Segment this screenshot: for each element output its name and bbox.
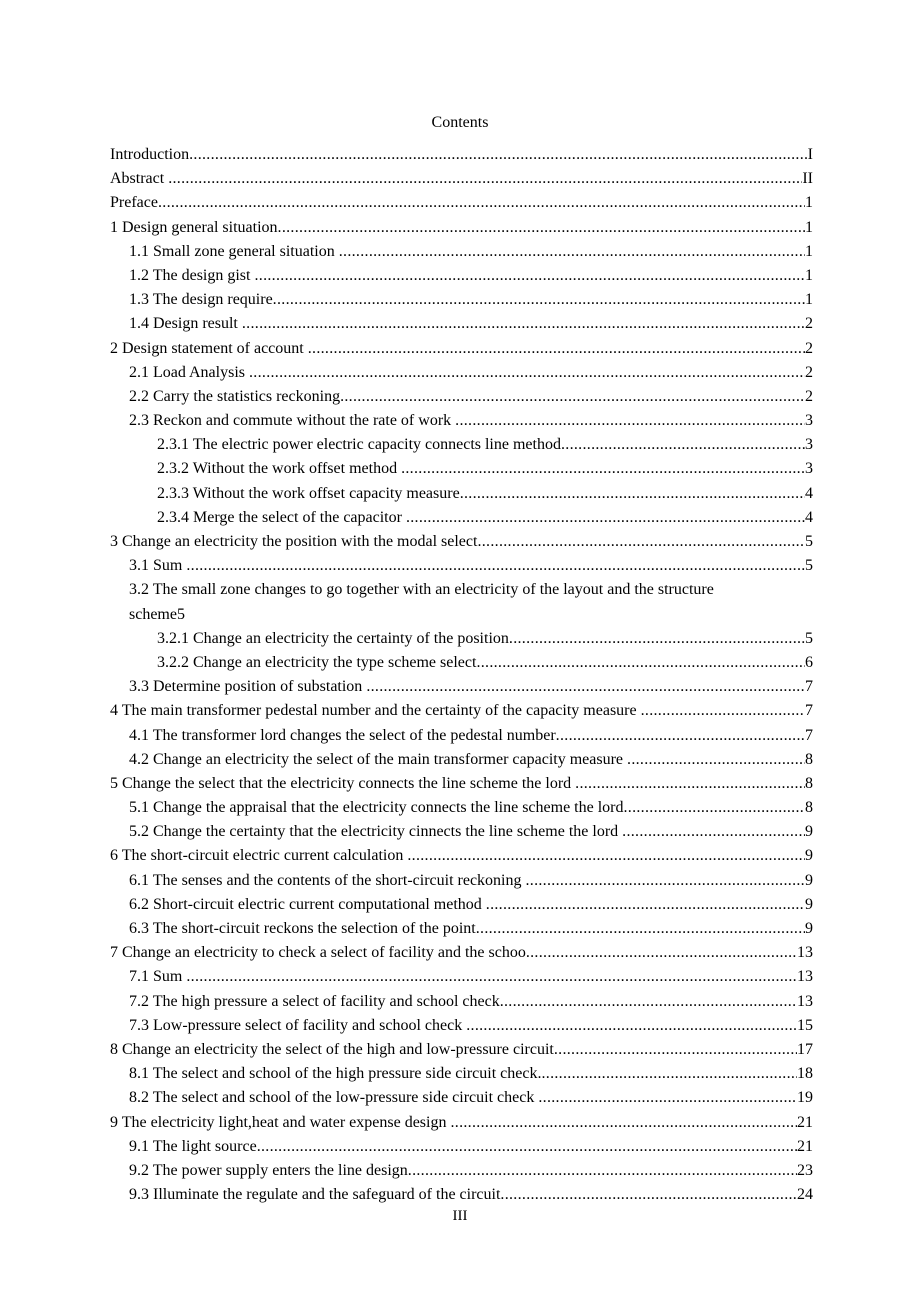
dot-leader [556, 724, 805, 748]
toc-entry-page: 2 [805, 315, 813, 333]
toc-entry[interactable] [110, 337, 813, 361]
dot-leader [406, 506, 805, 530]
toc-entry[interactable] [110, 554, 813, 578]
toc-entry-label: 5 Change the select that the electricity connects the line scheme the lord [110, 774, 576, 792]
toc-entry[interactable] [110, 361, 813, 385]
toc-entry[interactable] [110, 409, 813, 433]
toc-entry-page: 8 [805, 799, 813, 817]
toc-entry[interactable] [110, 385, 813, 409]
dot-leader [408, 1159, 797, 1183]
toc-entry[interactable] [110, 167, 813, 191]
toc-entry-page: 1 [805, 242, 813, 260]
toc-entry[interactable] [110, 530, 813, 554]
toc-entry-label: 6 The short-circuit electric current calculation [110, 847, 408, 865]
toc-entry-label: 3.3 Determine position of substation [129, 678, 367, 696]
toc-entry-label: 6.2 Short-circuit electric current computational method [129, 895, 486, 913]
toc-entry-label: 4.1 The transformer lord changes the select of the pedestal number [129, 726, 556, 744]
toc-entry[interactable] [110, 724, 813, 748]
toc-entry-label: Abstract [110, 170, 169, 188]
toc-entry[interactable] [110, 748, 813, 772]
dot-leader [541, 1062, 797, 1086]
dot-leader [476, 651, 805, 675]
toc-entry-label: 7.2 The high pressure a select of facility and school check [129, 992, 500, 1010]
toc-entry-page: 6 [805, 653, 813, 671]
dot-leader [500, 990, 797, 1014]
toc-entry-label: 9 The electricity light,heat and water expense design [110, 1113, 451, 1131]
toc-entry[interactable] [110, 869, 813, 893]
dot-leader [257, 1135, 797, 1159]
dot-leader [477, 530, 805, 554]
toc-entry-page: 5 [805, 629, 813, 647]
dot-leader [407, 844, 805, 868]
toc-entry-label: 6.1 The senses and the contents of the short-circuit reckoning [129, 871, 526, 889]
toc-entry[interactable] [110, 1111, 813, 1135]
toc-entry-page: 9 [805, 847, 813, 865]
dot-leader [486, 893, 805, 917]
toc-entry-page: 1 [805, 218, 813, 236]
toc-entry-page: II [802, 170, 813, 188]
dot-leader [455, 409, 805, 433]
toc-entry[interactable] [110, 917, 813, 941]
toc-entry-label: 2.3.3 Without the work offset capacity measure [157, 484, 460, 502]
toc-entry-label: Introduction [110, 146, 190, 163]
dot-leader [278, 216, 805, 240]
toc-entry[interactable] [110, 796, 813, 820]
toc-entry[interactable] [110, 627, 813, 651]
toc-entry-page: 21 [797, 1113, 813, 1131]
toc-entry-page: 5 [176, 605, 185, 623]
toc-entry[interactable] [110, 1159, 813, 1183]
toc-entry-page: 5 [805, 533, 813, 550]
toc-entry[interactable] [110, 288, 813, 312]
toc-entry-label: 2.1 Load Analysis [129, 363, 249, 381]
toc-entry-label: 3.2.2 Change an electricity the type scheme select [157, 653, 477, 671]
dot-leader [575, 772, 805, 796]
dot-leader [622, 820, 805, 844]
dot-leader [308, 337, 805, 361]
toc-entry[interactable] [110, 264, 813, 288]
toc-entry-page: 9 [805, 823, 813, 841]
dot-leader [186, 554, 805, 578]
toc-entry-label: 3 Change an electricity the position with the modal select [110, 533, 478, 550]
toc-entry-label: 5.1 Change the appraisal that the electricity connects the line scheme the lord [129, 799, 624, 817]
toc-entry-page: 17 [797, 1040, 813, 1058]
toc-entry[interactable] [110, 1135, 813, 1159]
dot-leader [627, 748, 805, 772]
toc-entry-label: 9.2 The power supply enters the line design [129, 1161, 408, 1179]
toc-entry[interactable] [110, 1014, 813, 1038]
page-number-footer: III [452, 1208, 468, 1224]
dot-leader [168, 167, 802, 191]
toc-entry-label: 8.2 The select and school of the low-pressure side circuit check [129, 1089, 539, 1107]
dot-leader [476, 917, 805, 941]
toc-entry-label: 1.1 Small zone general situation [129, 242, 339, 260]
toc-entry[interactable] [110, 191, 813, 215]
toc-entry-label: 8.1 The select and school of the high pressure side circuit check. [129, 1065, 542, 1083]
toc-entry-page: 13 [797, 992, 813, 1010]
toc-entry-label: 1.4 Design result [129, 315, 242, 333]
toc-entry[interactable] [110, 1038, 813, 1062]
dot-leader [366, 675, 805, 699]
dot-leader [561, 433, 805, 457]
toc-entry-page: 24 [797, 1186, 813, 1204]
toc-entry-page: 13 [797, 968, 813, 986]
toc-entry[interactable] [110, 699, 813, 723]
toc-entry-page: 1 [805, 266, 813, 284]
dot-leader [242, 312, 805, 336]
toc-entry-page: 7 [805, 678, 813, 696]
toc-entry-label: 7.3 Low-pressure select of facility and school check [129, 1016, 467, 1034]
toc-entry-page: 8 [805, 750, 813, 768]
dot-leader [189, 143, 808, 167]
toc-entry-label: 2.3.2 Without the work offset method [157, 460, 402, 478]
dot-leader [450, 1111, 797, 1135]
toc-entry-page: 1 [805, 291, 813, 309]
toc-entry-page: 3 [805, 460, 813, 478]
dot-leader [466, 1014, 797, 1038]
toc-entry-label: 8 Change an electricity the select of the high and low-pressure circuit [110, 1040, 554, 1058]
toc-entry-label: 1 Design general situation [110, 218, 278, 236]
toc-entry-label: 2 Design statement of account [110, 339, 308, 357]
toc-entry-page: 4 [805, 508, 813, 526]
dot-leader [526, 941, 797, 965]
toc-entry-label: 3.2.1 Change an electricity the certainty of the position [157, 629, 509, 647]
toc-entry-label: 4 The main transformer pedestal number and the certainty of the capacity measure [110, 702, 641, 720]
toc-entry[interactable] [110, 482, 813, 506]
dot-leader [500, 1183, 797, 1207]
toc-entry-page: 9 [805, 871, 813, 889]
toc-entry-page: 18 [797, 1065, 813, 1083]
toc-entry[interactable] [110, 312, 813, 336]
dot-leader [339, 240, 805, 264]
dot-leader [401, 457, 805, 481]
toc-entry-page: 7 [805, 702, 813, 720]
table-of-contents [110, 143, 813, 1207]
toc-entry[interactable] [110, 990, 813, 1014]
dot-leader [460, 482, 805, 506]
toc-entry-page: 3 [805, 412, 813, 430]
toc-entry-page: 23 [797, 1161, 813, 1179]
toc-entry-label: 7.1 Sum [129, 968, 187, 986]
dot-leader [254, 264, 805, 288]
dot-leader [538, 1086, 797, 1110]
dot-leader [186, 965, 797, 989]
toc-entry-page: 3 [805, 436, 813, 454]
toc-entry-label: 9.1 The light source [129, 1137, 257, 1155]
toc-entry-label: 2.2 Carry the statistics reckoning [129, 387, 341, 405]
toc-entry-page: 21 [797, 1137, 813, 1155]
toc-entry[interactable] [110, 893, 813, 917]
toc-entry-page: 2 [805, 339, 813, 357]
toc-entry-label: Preface [110, 194, 158, 212]
toc-entry[interactable] [110, 844, 813, 868]
toc-entry-label: 6.3 The short-circuit reckons the selection of the point [129, 920, 476, 937]
toc-entry-label: 3.2 The small zone changes to go together with an electricity of the layout and the structure [129, 581, 714, 599]
toc-entry-page: 9 [805, 920, 813, 937]
toc-entry[interactable] [110, 820, 813, 844]
dot-leader [641, 699, 805, 723]
toc-entry[interactable] [110, 433, 813, 457]
toc-entry-page: 1 [805, 194, 813, 212]
toc-entry-page: 5 [805, 557, 813, 575]
dot-leader [273, 288, 805, 312]
toc-entry[interactable] [110, 772, 813, 796]
toc-entry-page: 2 [805, 363, 813, 381]
toc-entry-label: 9.3 Illuminate the regulate and the safeguard of the circuit [129, 1186, 501, 1204]
toc-entry-label: 2.3 Reckon and commute without the rate of work [129, 412, 456, 430]
toc-entry-page: 4 [805, 484, 813, 502]
dot-leader [623, 796, 805, 820]
dot-leader [340, 385, 805, 409]
dot-leader [509, 627, 805, 651]
dot-leader [525, 869, 805, 893]
toc-entry-page: 8 [805, 774, 813, 792]
toc-entry-label: 5.2 Change the certainty that the electricity cinnects the line scheme the lord [129, 823, 623, 841]
toc-entry[interactable] [110, 457, 813, 481]
toc-entry-page: 7 [805, 726, 813, 744]
toc-entry-page: 13 [797, 944, 813, 962]
toc-entry-label: 4.2 Change an electricity the select of the main transformer capacity measure [129, 750, 628, 768]
dot-leader [554, 1038, 797, 1062]
toc-entry[interactable] [110, 675, 813, 699]
toc-entry-label: 2.3.1 The electric power electric capacity connects line method [157, 436, 561, 454]
toc-entry-label-continued: scheme [129, 605, 177, 623]
toc-entry-page: 19 [797, 1089, 813, 1107]
toc-entry[interactable] [110, 143, 813, 167]
toc-entry[interactable] [110, 941, 813, 965]
toc-entry-page: 15 [797, 1016, 813, 1034]
toc-entry-label: 3.1 Sum [129, 557, 187, 575]
toc-entry-label: 1.3 The design require [129, 291, 273, 309]
toc-entry[interactable] [110, 240, 813, 264]
toc-entry[interactable] [110, 1086, 813, 1110]
toc-entry[interactable] [110, 965, 813, 989]
toc-entry[interactable] [110, 651, 813, 675]
toc-entry[interactable] [110, 578, 813, 626]
toc-entry[interactable] [110, 216, 813, 240]
toc-entry-label: 7 Change an electricity to check a select of facility and the schoo [110, 944, 526, 962]
toc-entry-label: 2.3.4 Merge the select of the capacitor [157, 508, 406, 526]
page-title: Contents [431, 114, 489, 131]
dot-leader [158, 191, 805, 215]
toc-entry-label: 1.2 The design gist [129, 266, 255, 284]
toc-entry[interactable] [110, 1062, 813, 1086]
dot-leader [249, 361, 805, 385]
toc-entry[interactable] [110, 506, 813, 530]
toc-entry-page: 9 [805, 895, 813, 913]
toc-entry-page: I [807, 146, 813, 163]
toc-entry[interactable] [110, 1183, 813, 1207]
toc-entry-page: 2 [805, 387, 813, 405]
